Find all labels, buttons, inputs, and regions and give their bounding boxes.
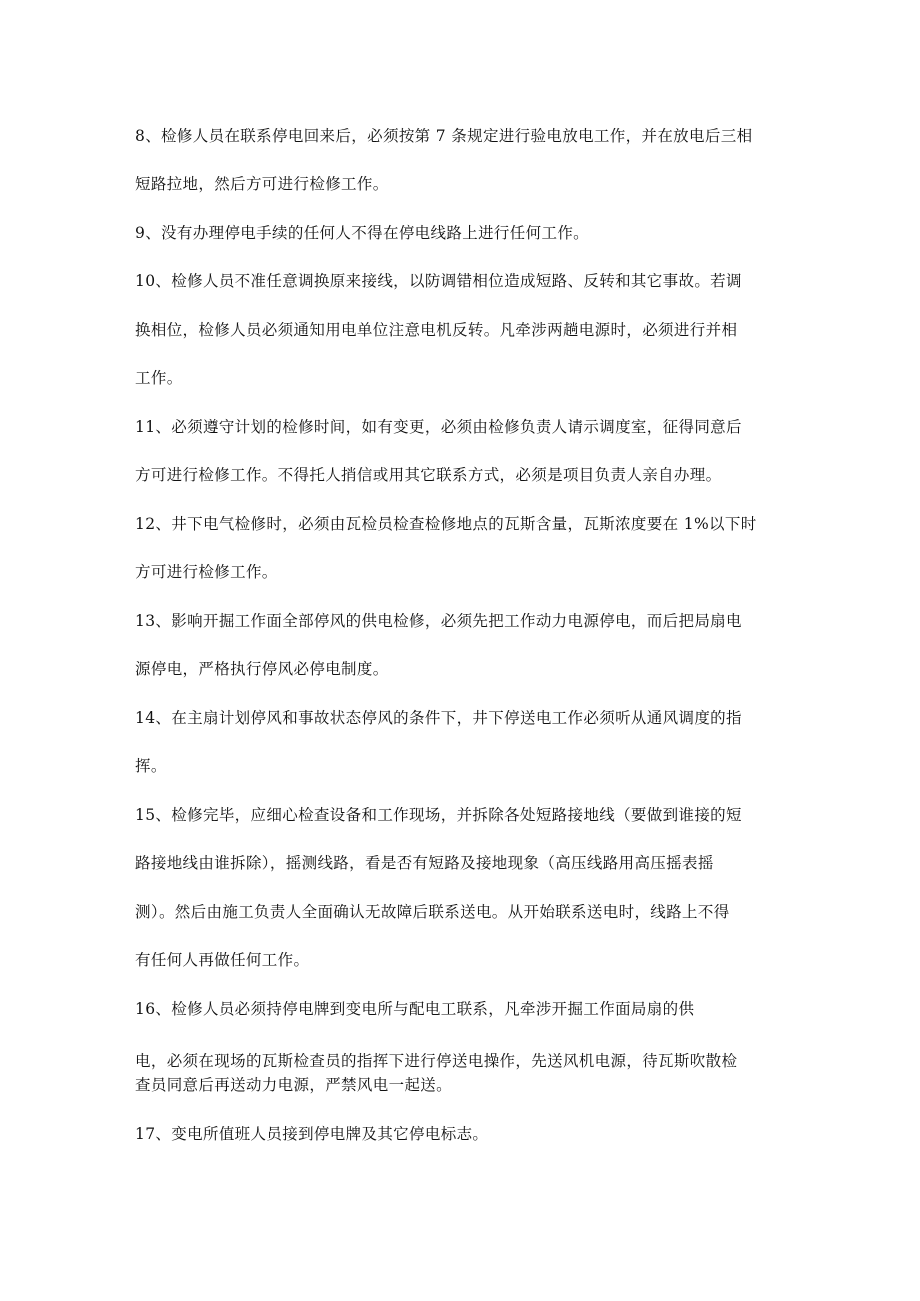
text-line: 12、井下电气检修时，必须由瓦检员检查检修地点的瓦斯含量，瓦斯浓度要在 1%以下时	[135, 515, 757, 533]
text-line: 挥。	[135, 757, 167, 775]
text-line: 源停电，严格执行停风必停电制度。	[135, 660, 389, 678]
text-line: 方可进行检修工作。	[135, 563, 278, 581]
text-line: 方可进行检修工作。不得托人捎信或用其它联系方式，必须是项目负责人亲自办理。	[135, 466, 722, 484]
text-line: 换相位，检修人员必须通知用电单位注意电机反转。凡牵涉两趟电源时，必须进行并相	[135, 321, 738, 339]
text-line: 14、在主扇计划停风和事故状态停风的条件下，井下停送电工作必须听从通风调度的指	[135, 709, 742, 727]
text-line: 有任何人再做任何工作。	[135, 951, 310, 969]
text-line: 17、变电所值班人员接到停电牌及其它停电标志。	[135, 1125, 489, 1143]
text-line: 短路拉地，然后方可进行检修工作。	[135, 175, 389, 193]
text-line: 路接地线由谁拆除），摇测线路，看是否有短路及接地现象（高压线路用高压摇表摇	[135, 854, 714, 872]
text-line: 11、必须遵守计划的检修时间，如有变更，必须由检修负责人请示调度室，征得同意后	[135, 418, 742, 436]
text-line: 8、检修人员在联系停电回来后，必须按第 7 条规定进行验电放电工作，并在放电后三相	[135, 127, 753, 145]
text-line: 电，必须在现场的瓦斯检查员的指挥下进行停送电操作，先送风机电源，待瓦斯吹散检	[135, 1052, 738, 1070]
text-line: 9、没有办理停电手续的任何人不得在停电线路上进行任何工作。	[135, 224, 590, 242]
text-line: 10、检修人员不准任意调换原来接线，以防调错相位造成短路、反转和其它事故。若调	[135, 272, 742, 290]
text-line: 15、检修完毕，应细心检查设备和工作现场，并拆除各处短路接地线（要做到谁接的短	[135, 806, 742, 824]
text-line: 13、影响开掘工作面全部停风的供电检修，必须先把工作动力电源停电，而后把局扇电	[135, 612, 742, 630]
text-line: 16、检修人员必须持停电牌到变电所与配电工联系，凡牵涉开掘工作面局扇的供	[135, 1000, 695, 1018]
text-line: 查员同意后再送动力电源，严禁风电一起送。	[135, 1076, 453, 1094]
text-line: 工作。	[135, 369, 183, 387]
text-line: 测）。然后由施工负责人全面确认无故障后联系送电。从开始联系送电时，线路上不得	[135, 903, 730, 921]
